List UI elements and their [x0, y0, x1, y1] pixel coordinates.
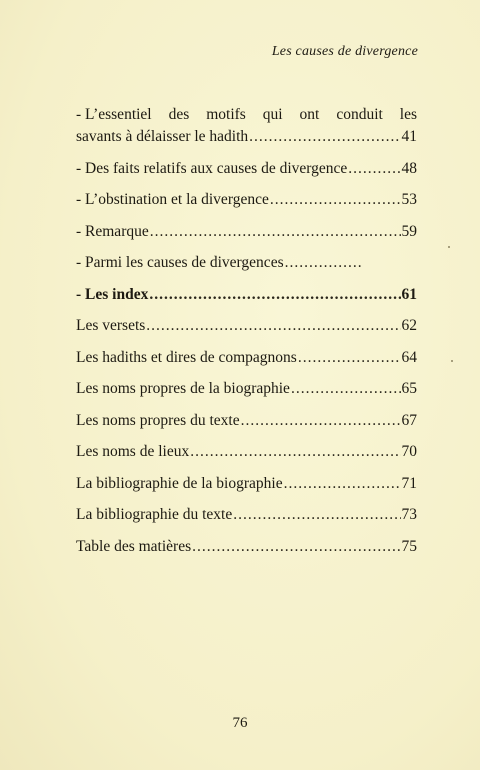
toc-entry [76, 252, 417, 284]
toc-entry-page: 64 [401, 348, 417, 366]
toc-leader-dots [190, 441, 400, 463]
toc-entry-page: 65 [401, 380, 417, 397]
toc-entry-index-heading [76, 284, 417, 316]
toc-entry-page: 41 [401, 128, 417, 145]
toc-entry-page: 67 [401, 411, 417, 429]
toc-entry-page: 73 [401, 506, 417, 523]
toc-word: - L’essentiel [76, 106, 152, 123]
toc-leader-dots [291, 378, 401, 400]
toc-entry-label: La bibliographie du texte [76, 506, 233, 523]
toc-entry-line-1 [76, 104, 417, 126]
toc-entry-line-2 [76, 126, 417, 158]
toc-leader-dots [149, 284, 400, 306]
toc-leader-dots [150, 221, 401, 243]
toc-entry-label: - Des faits relatifs aux causes de divergence [76, 159, 348, 177]
toc-entry-label: - L’obstination et la divergence [76, 191, 269, 208]
toc-entry-page: 70 [401, 443, 417, 460]
toc-entry [76, 315, 417, 347]
toc-leader-dots [298, 347, 401, 369]
toc-word: des [168, 106, 190, 123]
toc-leader-dots [146, 315, 400, 337]
toc-leader-dots [284, 473, 401, 495]
toc-entry-page: 59 [401, 222, 417, 240]
toc-leader-dots [348, 158, 400, 180]
toc-leader-dots [285, 252, 363, 274]
toc-entry [76, 536, 417, 568]
toc-entry [76, 189, 417, 221]
toc-entry-label: Table des matières [76, 537, 192, 555]
toc-entry-label: Les versets [76, 317, 146, 334]
toc-entry [76, 441, 417, 473]
toc-entry-page: 75 [401, 537, 417, 555]
toc-entry [76, 504, 417, 536]
toc-word: motifs [206, 106, 246, 123]
toc-entry-label: Les noms de lieux [76, 443, 190, 460]
toc-entry-page: 71 [401, 474, 417, 492]
toc-entry-label: Les noms propres de la biographie [76, 380, 290, 397]
toc-entry-label: savants à délaisser le hadith [76, 128, 249, 145]
toc-entry-label: Les hadiths et dires de compagnons [76, 348, 297, 366]
toc-entry-page: 61 [401, 285, 417, 303]
toc-entry-label: - Les index [76, 285, 149, 303]
toc-leader-dots [233, 504, 400, 526]
toc-leader-dots [192, 536, 400, 558]
toc-entry-label: - Remarque [76, 222, 149, 240]
page-number: 76 [232, 715, 248, 731]
paper-speck [448, 246, 450, 248]
toc-entry [76, 221, 417, 253]
toc-entry-label: Les noms propres du texte [76, 411, 240, 429]
toc-entry-label: - Parmi les causes de divergences [76, 254, 284, 271]
running-header: Les causes de divergence [271, 44, 418, 59]
toc-word: qui [262, 106, 283, 123]
toc-entry [76, 473, 417, 505]
toc-entry [76, 378, 417, 410]
toc-word: les [399, 106, 417, 123]
toc-leader-dots [241, 410, 401, 432]
toc-leader-dots [249, 126, 400, 148]
toc-entry-label: La bibliographie de la biographie [76, 474, 283, 492]
table-of-contents [76, 104, 417, 567]
toc-entry [76, 158, 417, 190]
toc-entry [76, 410, 417, 442]
toc-entry-page: 53 [401, 191, 417, 208]
toc-leader-dots [270, 189, 401, 211]
toc-entry-page: 62 [401, 317, 417, 334]
toc-entry [76, 347, 417, 379]
paper-speck [451, 360, 453, 362]
toc-word: ont [299, 106, 320, 123]
toc-word: conduit [336, 106, 383, 123]
toc-entry-page: 48 [401, 159, 417, 177]
